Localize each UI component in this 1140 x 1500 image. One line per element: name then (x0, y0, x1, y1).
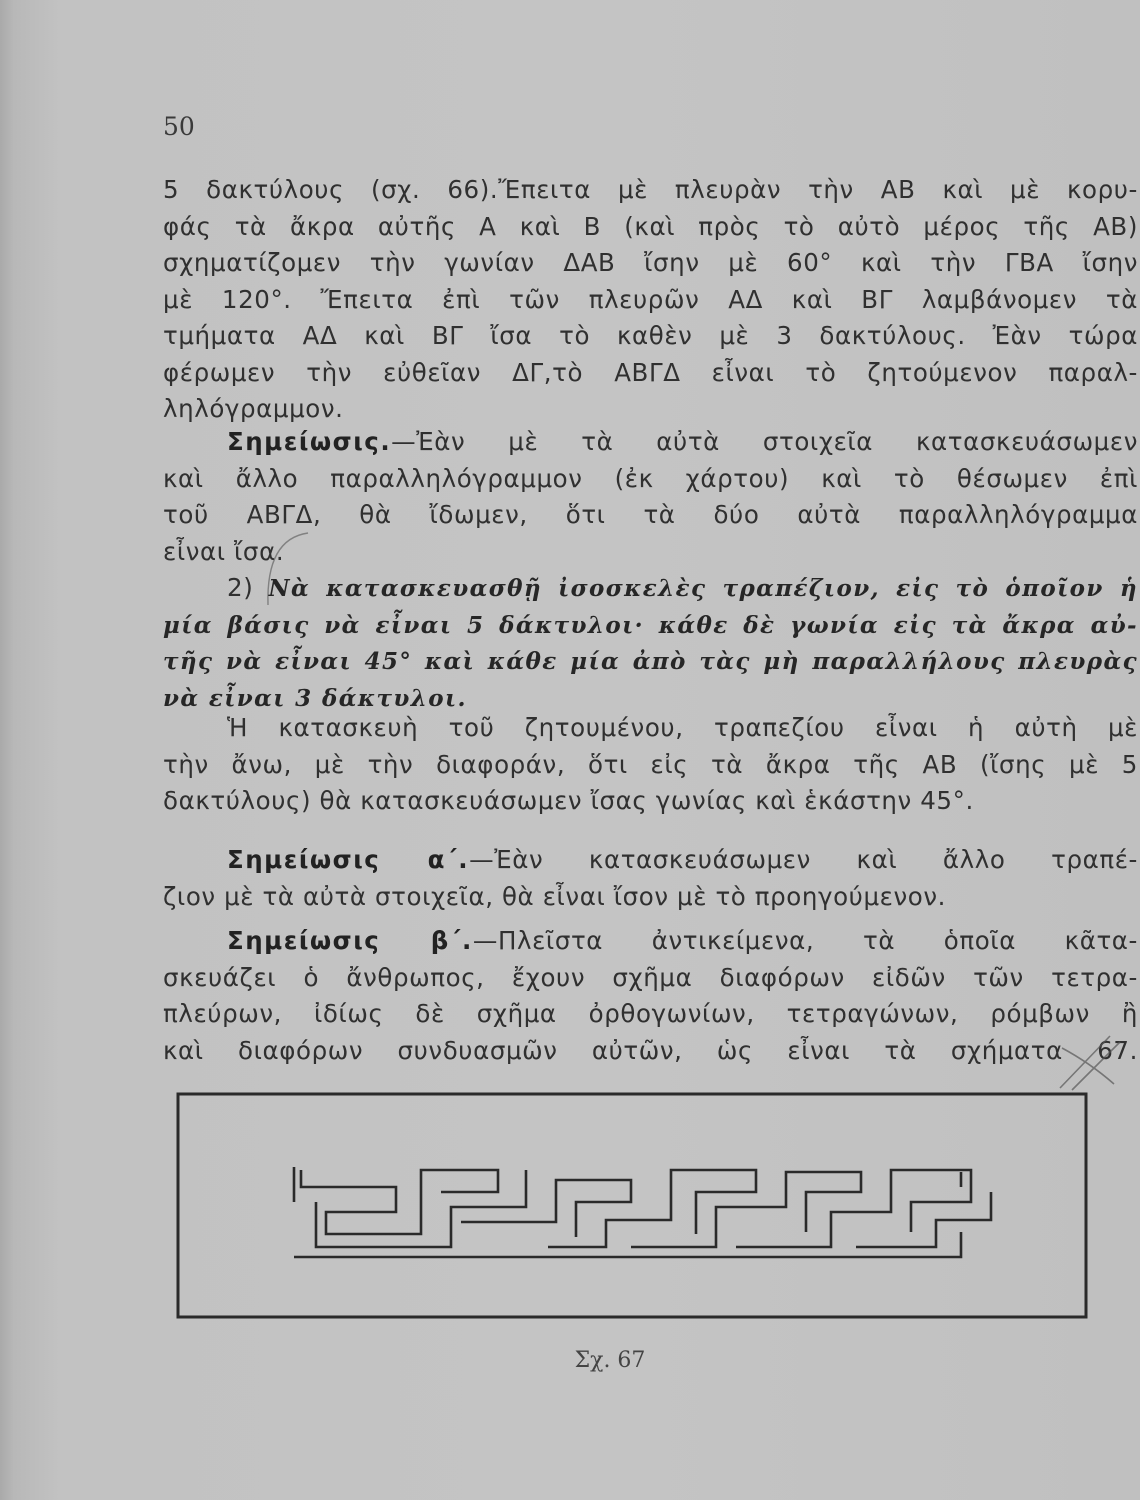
paragraph-1 (163, 172, 1138, 428)
text-line: πλεύρων, ἰδίως δὲ σχῆμα ὀρθογωνίων, τετραγώνων, ρόμβων ἢ (163, 999, 1138, 1028)
text-line: σχηματίζομεν τὴν γωνίαν ΔΑΒ ἴσην μὲ 60° καὶ τὴν ΓΒΑ ἴσην (163, 248, 1138, 277)
text-line: τμήματα ΑΔ καὶ ΒΓ ἴσα τὸ καθὲν μὲ 3 δακτύλους. Ἐὰν τώρα (163, 321, 1138, 350)
text-line: φάς τὰ ἄκρα αὐτῆς Α καὶ Β (καὶ πρὸς τὸ αὐτὸ μέρος τῆς ΑΒ) (163, 211, 1138, 241)
note-text: —Ἐὰν κατασκευάσωμεν καὶ ἄλλο τραπέ- (469, 845, 1138, 874)
note-heading: Σημείωσις α΄. (227, 845, 470, 874)
text-line: μία βάσις νὰ εἶναι 5 δάκτυλοι· κάθε δὲ γωνία εἰς τὰ ἄκρα αὐ- (163, 611, 1138, 639)
paragraph-2 (163, 710, 1138, 820)
text-line: ζιον μὲ τὰ αὐτὰ στοιχεῖα, θὰ εἶναι ἴσον μὲ τὸ προηγούμενον. (163, 881, 947, 911)
pencil-mark-icon (1050, 1028, 1130, 1098)
note-b (163, 923, 1138, 1069)
text-line: νὰ εἶναι 3 δάκτυλοι. (163, 684, 467, 712)
text-line: εἶναι ἴσα. (163, 536, 285, 566)
text-line: τοῦ ΑΒΓΔ, θὰ ἴδωμεν, ὅτι τὰ δύο αὐτὰ παραλληλόγραμμα (163, 500, 1138, 529)
text-line: σκευάζει ὁ ἄνθρωπος, ἔχουν σχῆμα διαφόρων εἰδῶν τῶν τετρα- (163, 962, 1138, 992)
note-heading: Σημείωσις. (227, 427, 392, 456)
note-a (163, 842, 1138, 915)
problem-number: 2) (227, 573, 254, 602)
text-line: ληλόγραμμον. (163, 394, 344, 423)
text-line (163, 424, 1138, 461)
text-line: καὶ ἄλλο παραλληλόγραμμον (ἐκ χάρτου) καὶ τὸ θέσωμεν ἐπὶ (163, 463, 1138, 493)
text-line: Ἡ κατασκευὴ τοῦ ζητουμένου, τραπεζίου εἶναι ἡ αὐτὴ μὲ (227, 713, 1138, 742)
meander-pattern (294, 1167, 991, 1257)
problem-text: Νὰ κατασκευασθῇ ἰσοσκελὲς τραπέζιον, εἰς τὸ ὁποῖον ἡ (268, 575, 1139, 602)
figure-caption: Σχ. 67 (574, 1348, 646, 1373)
text-line: μὲ 120°. Ἔπειτα ἐπὶ τῶν πλευρῶν ΑΔ καὶ ΒΓ λαμβάνομεν τὰ (163, 284, 1138, 314)
note-heading: Σημείωσις β΄. (227, 926, 473, 955)
figure-67-meander (176, 1092, 1088, 1319)
text-line: καὶ διαφόρων συνδυασμῶν αὐτῶν, ὡς εἶναι τὰ σχήματα 67. (163, 1035, 1138, 1065)
text-line: 5 δακτύλους (σχ. 66).Ἔπειτα μὲ πλευρὰν τὴν ΑΒ καὶ μὲ κορυ- (163, 175, 1138, 204)
text-line: τῆς νὰ εἶναι 45° καὶ κάθε μία ἀπὸ τὰς μὴ παραλλήλους πλευρὰς (163, 648, 1138, 675)
figure-frame (178, 1094, 1086, 1317)
page-number: 50 (163, 112, 195, 141)
text-line: φέρωμεν τὴν εὐθεῖαν ΔΓ,τὸ ΑΒΓΔ εἶναι τὸ ζητούμενον παραλ- (163, 357, 1138, 387)
pencil-arc-icon (258, 525, 318, 615)
text-line: τὴν ἄνω, μὲ τὴν διαφοράν, ὅτι εἰς τὰ ἄκρα τῆς ΑΒ (ἴσης μὲ 5 (163, 749, 1138, 779)
note-text: —Ἐὰν μὲ τὰ αὐτὰ στοιχεῖα κατασκευάσωμεν (391, 427, 1138, 456)
text-line (163, 842, 1138, 879)
text-line: δακτύλους) θὰ κατασκευάσωμεν ἴσας γωνίας καὶ ἑκάστην 45°. (163, 786, 974, 815)
text-line (163, 923, 1138, 960)
note-text: —Πλεῖστα ἀντικείμενα, τὰ ὁποῖα κᾶτα- (472, 926, 1138, 955)
